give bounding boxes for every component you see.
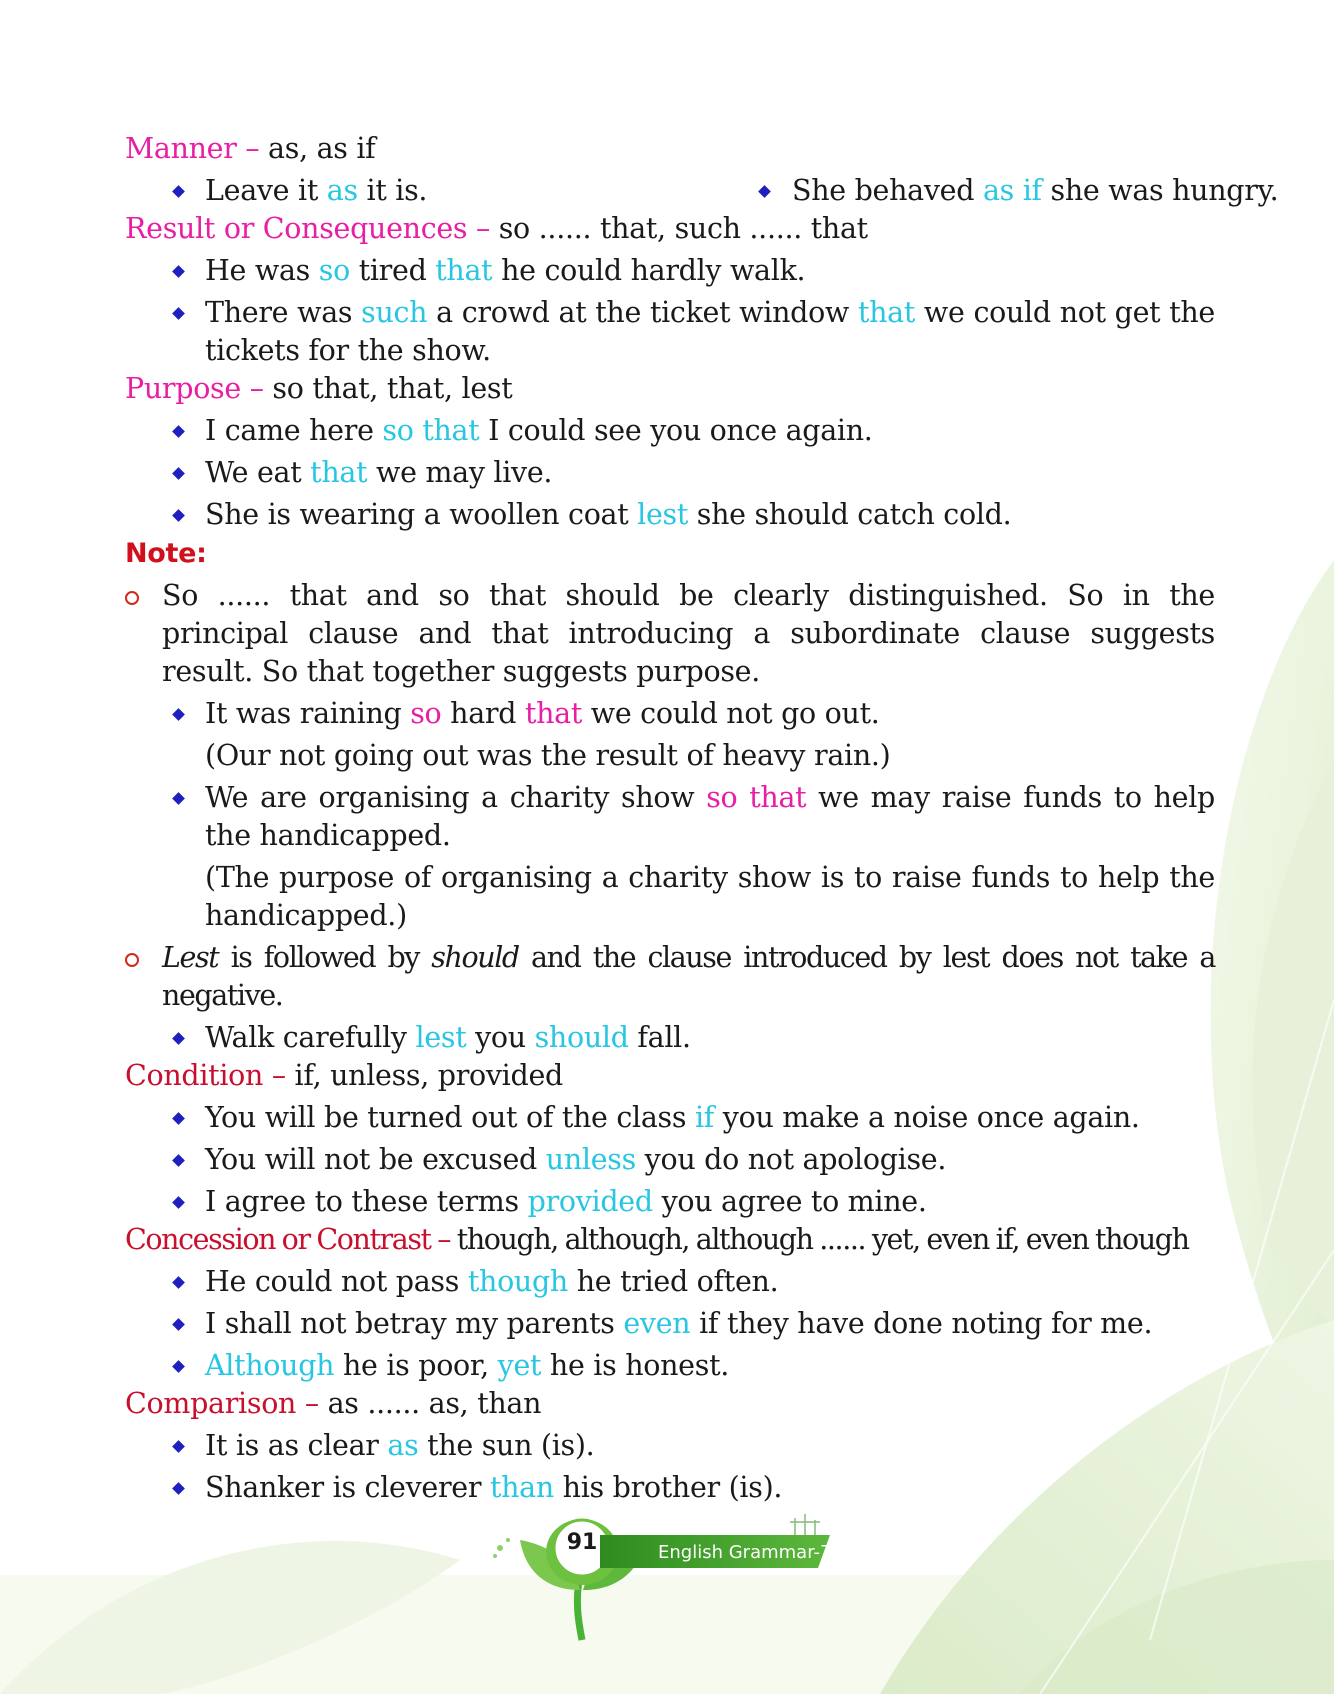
- manner-conjunctions: as, as if: [268, 132, 376, 165]
- list-item: I came here so that I could see you once again.: [125, 412, 1215, 450]
- manner-examples: [125, 172, 1279, 210]
- result-label: Result or Consequences –: [125, 212, 499, 245]
- diamond-bullet-icon: [172, 185, 185, 198]
- circle-bullet-icon: [125, 953, 139, 967]
- concession-label: Concession or Contrast –: [125, 1223, 457, 1256]
- diamond-bullet-icon: [172, 1196, 185, 1209]
- diamond-bullet-icon: [172, 1154, 185, 1167]
- list-item: I shall not betray my parents even if they have done noting for me.: [125, 1305, 1215, 1343]
- manner-heading: [125, 130, 1215, 168]
- list-item: We are organising a charity show so that we may raise funds to help the handicapped.: [125, 779, 1215, 855]
- diamond-bullet-icon: [172, 1032, 185, 1045]
- list-item: Leave it as it is.: [125, 172, 755, 210]
- condition-conjunctions: if, unless, provided: [294, 1059, 563, 1092]
- list-item: She behaved as if she was hungry.: [755, 172, 1278, 210]
- page-content: [125, 130, 1279, 1507]
- note-point: So ...... that and so that should be clearly distinguished. So in the principal clause and that introducing a subordinate clause suggests result. So that together suggests purpose.: [125, 577, 1215, 691]
- diamond-bullet-icon: [172, 792, 185, 805]
- list-item: He was so tired that he could hardly walk.: [125, 252, 1215, 290]
- diamond-bullet-icon: [172, 1360, 185, 1373]
- condition-label: Condition –: [125, 1059, 295, 1092]
- condition-heading: [125, 1057, 1215, 1095]
- list-item: We eat that we may live.: [125, 454, 1215, 492]
- note-heading: [125, 534, 1215, 573]
- list-item: He could not pass though he tried often.: [125, 1263, 1215, 1301]
- list-item: Although he is poor, yet he is honest.: [125, 1347, 1215, 1385]
- book-title: English Grammar-7: [658, 1542, 832, 1563]
- list-item: You will not be excused unless you do not apologise.: [125, 1141, 1215, 1179]
- purpose-label: Purpose –: [125, 372, 273, 405]
- result-conjunctions: so ...... that, such ...... that: [498, 212, 868, 245]
- comparison-heading: [125, 1385, 1215, 1423]
- concession-conjunctions: though, although, although ...... yet, even if, even though: [456, 1223, 1189, 1256]
- diamond-bullet-icon: [172, 1482, 185, 1495]
- diamond-bullet-icon: [172, 265, 185, 278]
- diamond-bullet-icon: [172, 1276, 185, 1289]
- diamond-bullet-icon: [172, 425, 185, 438]
- diamond-bullet-icon: [172, 467, 185, 480]
- note-point: Lest is followed by should and the clause introduced by lest does not take a negative.: [125, 939, 1215, 1015]
- note-title: Note:: [125, 538, 207, 569]
- page-number: 91: [566, 1530, 598, 1555]
- comparison-conjunctions: as ...... as, than: [327, 1387, 542, 1420]
- diamond-bullet-icon: [172, 307, 185, 320]
- diamond-bullet-icon: [172, 509, 185, 522]
- purpose-heading: [125, 370, 1215, 408]
- list-item: Walk carefully lest you should fall.: [125, 1019, 1215, 1057]
- list-item: You will be turned out of the class if you make a noise once again.: [125, 1099, 1215, 1137]
- example-explanation: (The purpose of organising a charity show is to raise funds to help the handicapped.): [205, 861, 1215, 932]
- diamond-bullet-icon: [172, 1318, 185, 1331]
- diamond-bullet-icon: [758, 185, 771, 198]
- list-item: It was raining so hard that we could not go out.: [125, 695, 1215, 733]
- list-item: It is as clear as the sun (is).: [125, 1427, 1215, 1465]
- list-item: She is wearing a woollen coat lest she should catch cold.: [125, 496, 1215, 534]
- circle-bullet-icon: [125, 591, 139, 605]
- purpose-conjunctions: so that, that, lest: [272, 372, 513, 405]
- comparison-label: Comparison –: [125, 1387, 328, 1420]
- example-explanation: (Our not going out was the result of heavy rain.): [205, 739, 891, 772]
- list-item: Shanker is cleverer than his brother (is).: [125, 1469, 1215, 1507]
- diamond-bullet-icon: [172, 1112, 185, 1125]
- list-item: I agree to these terms provided you agree to mine.: [125, 1183, 1215, 1221]
- diamond-bullet-icon: [172, 708, 185, 721]
- manner-label: Manner –: [125, 132, 269, 165]
- diamond-bullet-icon: [172, 1440, 185, 1453]
- concession-heading: [125, 1221, 1215, 1259]
- list-item: There was such a crowd at the ticket window that we could not get the tickets for the show.: [125, 294, 1215, 370]
- result-heading: [125, 210, 1215, 248]
